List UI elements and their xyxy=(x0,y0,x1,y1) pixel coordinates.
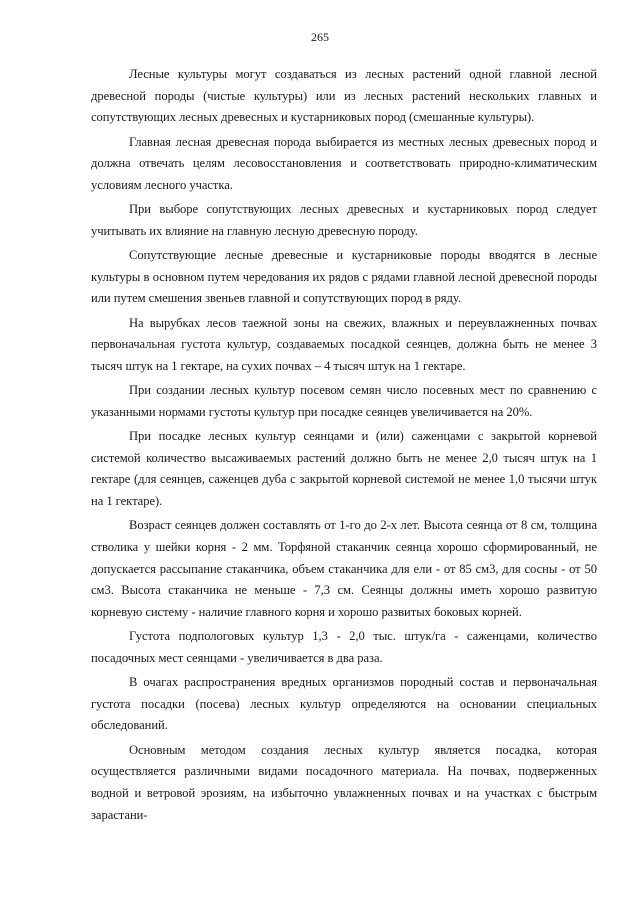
paragraph: При посадке лесных культур сеянцами и (или) саженцами с закрытой корневой системой количество высаживаемых растений должно быть не менее 2,0 тысяч штук на 1 гектаре (для сеянцев, саженцев дуба с закрытой корневой системой не менее 1,0 тысячи штук на 1 гектаре). xyxy=(91,429,597,509)
paragraph: В очагах распространения вредных организмов породный состав и первоначальная густота посадки (посева) лесных культур определяются на основании специальных обследований. xyxy=(91,675,597,733)
paragraph: На вырубках лесов таежной зоны на свежих, влажных и переувлажненных почвах первоначальная густота культур, создаваемых посадкой сеянцев, должна быть не менее 3 тысяч штук на 1 гектаре, на сухих почвах – 4 тысяч штук на 1 гектаре. xyxy=(91,315,597,373)
paragraph: Густота подпологовых культур 1,3 - 2,0 тыс. штук/га - саженцами, количество посадочных мест сеянцами - увеличивается в два раза. xyxy=(91,629,597,665)
page-number: 265 xyxy=(311,30,329,44)
paragraph: Сопутствующие лесные древесные и кустарниковые породы вводятся в лесные культуры в основном путем чередования их рядов с рядами главной лесной древесной породы или путем смешения звеньев главной и сопутствующих пород в ряду. xyxy=(91,248,597,306)
paragraph: Основным методом создания лесных культур является посадка, которая осуществляется различными видами посадочного материала. На почвах, подверженных водной и ветровой эрозиям, на избыточно увлажненных почвах и на участках с быстрым зарастани- xyxy=(91,742,597,822)
paragraph: Возраст сеянцев должен составлять от 1-го до 2-х лет. Высота сеянца от 8 см, толщина стволика у шейки корня - 2 мм. Торфяной стаканчик сеянца хорошо сформированный, не допускается рассыпание стаканчика, объем стаканчика для ели - от 85 см3, для сосны - от 50 см3. Высота стаканчика не меньше - 7,3 см. Сеянцы должны иметь хорошо развитую корневую систему - наличие главного корня и хорошо развитых боковых корней. xyxy=(91,518,597,619)
paragraph: При создании лесных культур посевом семян число посевных мест по сравнению с указанными нормами густоты культур при посадке сеянцев увеличивается на 20%. xyxy=(91,383,597,419)
paragraph: Лесные культуры могут создаваться из лесных растений одной главной лесной древесной породы (чистые культуры) или из лесных растений нескольких главных и сопутствующих лесных древесных и кустарниковых пород (смешанные культуры). xyxy=(91,67,597,125)
paragraph: Главная лесная древесная порода выбирается из местных лесных древесных пород и должна отвечать целям лесовосстановления и соответствовать природно-климатическим условиям лесного участка. xyxy=(91,134,597,192)
paragraph: При выборе сопутствующих лесных древесных и кустарниковых пород следует учитывать их влияние на главную лесную древесную породу. xyxy=(91,202,597,238)
document-body xyxy=(91,64,597,829)
